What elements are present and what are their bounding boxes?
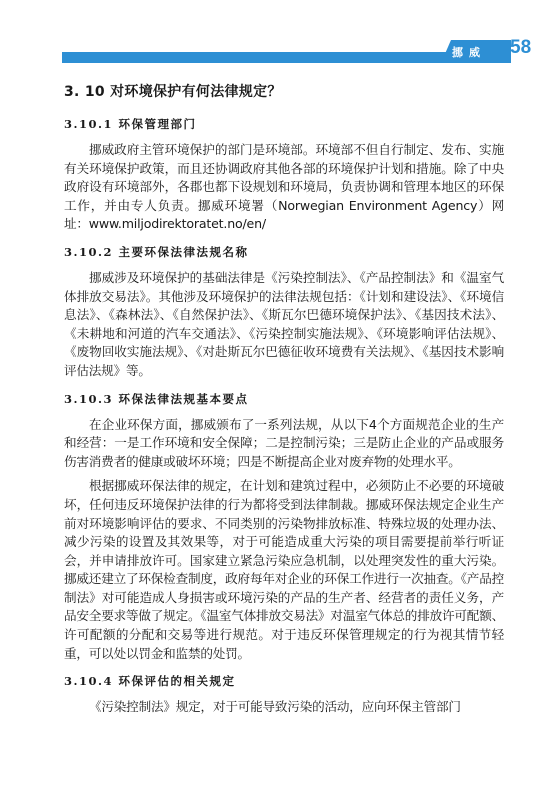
subsection-heading: 3.10.2 主要环保法律法规名称	[64, 244, 249, 259]
section-title: 3. 10 对环境保护有何法律规定？	[64, 84, 282, 100]
subsection-heading: 3.10.4 环保评估的相关规定	[64, 674, 236, 689]
header-bar	[62, 52, 502, 63]
subsection-heading: 3.10.3 环保法律法规基本要点	[64, 391, 249, 406]
page-content	[64, 76, 504, 723]
page-number: 58	[510, 37, 532, 58]
paragraph: 在企业环保方面，挪威颁布了一系列法规，从以下4个方面规范企业的生产和经营：一是工作环境和安全保障；二是控制污染；三是防止企业的产品或服务伤害消费者的健康或破坏环境；四是不断提高企业对废弃物的处理水平。	[64, 416, 504, 469]
subsection-heading: 3.10.1 环保管理部门	[64, 117, 197, 131]
header-country: 挪威	[452, 46, 486, 59]
paragraph: 挪威涉及环境保护的基础法律是《污染控制法》、《产品控制法》和《温室气体排放交易法》。其他涉及环境保护的法律法规包括：《计划和建设法》、《环境信息法》、《森林法》、《自然保护法》、《斯瓦尔巴德环境保护法》、《基因技术法》、《未耕地和河道的汽车交通法》、《污染控制实施法规》、《环境影响评估法规》、《废物回收实施法规》、《对赴斯瓦尔巴德征收环境费有关法规》、《基因技术影响评估法规》等。	[64, 269, 504, 378]
paragraph: 《污染控制法》规定，对于可能导致污染的活动，应向环保主管部门	[89, 699, 461, 715]
paragraph: 根据挪威环保法律的规定，在计划和建筑过程中，必须防止不必要的环境破坏，任何违反环境保护法律的行为都将受到法律制裁。挪威环保法规定企业生产前对环境影响评估的要求、不同类别的污染物排放标准、特殊垃圾的处理办法、减少污染的设置及其效果等，对于可能造成重大污染的项目需要提前举行听证会，并申请排放许可。国家建立紧急污染应急机制，以处理突发性的重大污染。挪威还建立了环保检查制度，政府每年对企业的环保工作进行一次抽查。《产品控制法》对可能造成人身损害或环境污染的产品的生产者、经营者的责任义务，产品安全要求等做了规定。《温室气体排放交易法》对温室气体总的排放许可配额、许可配额的分配和交易等进行规范。对于违反环保管理规定的行为视其情节轻重，可以处以罚金和监禁的处罚。	[64, 478, 504, 661]
paragraph: 挪威政府主管环境保护的部门是环境部。环境部不但自行制定、发布、实施有关环境保护政策，而且还协调政府其他各部的环境保护计划和措施。除了中央政府设有环境部外，各郡也都下设规划和环境局，负责协调和管理本地区的环保工作，并由专人负责。挪威环境署（Norwegian Environment Agency）网址：www.miljodirektoratet.no/en/	[64, 142, 504, 232]
